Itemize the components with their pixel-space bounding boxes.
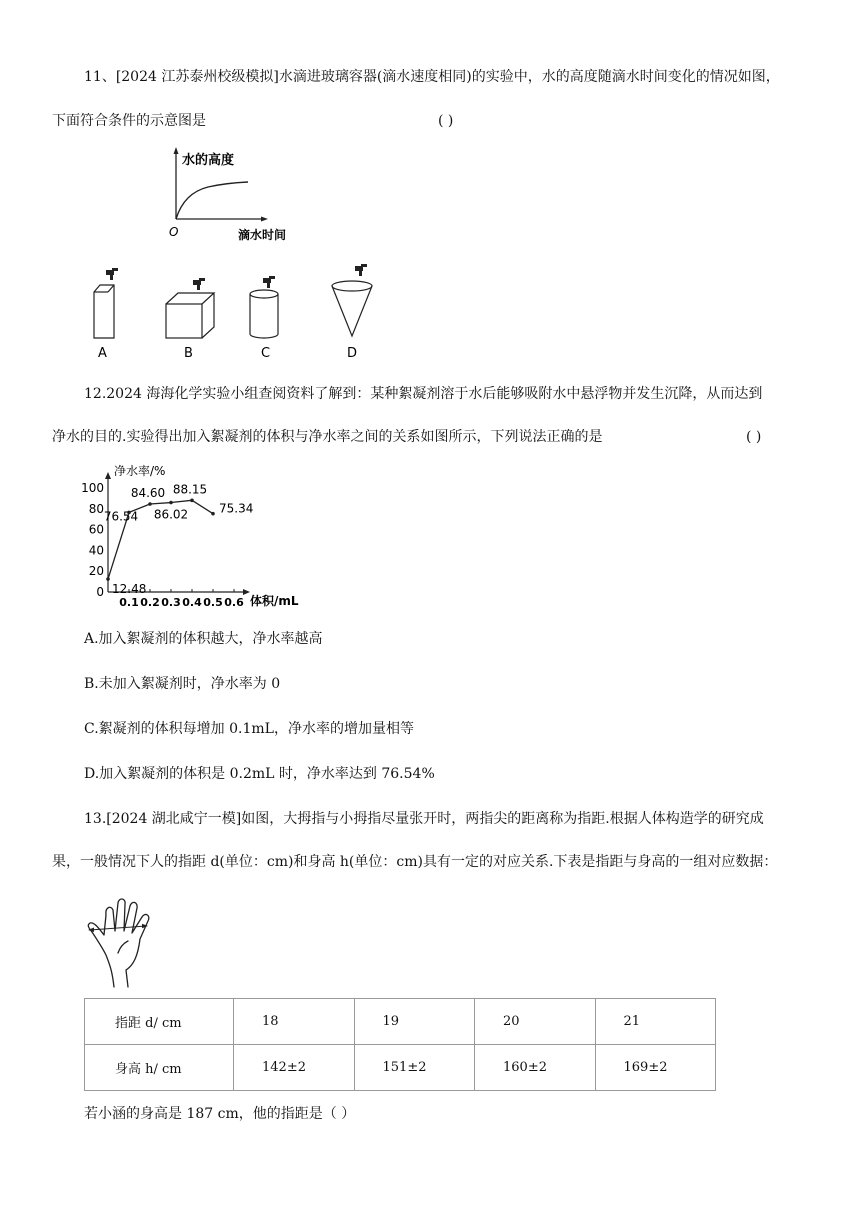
graph-ylabel: 水的高度 xyxy=(182,153,235,168)
chart-data-point xyxy=(148,502,152,506)
table-cell: 169±2 xyxy=(595,1045,716,1091)
chart-xtick-label: 0.5 xyxy=(203,596,223,609)
chart-data-label: 76.54 xyxy=(103,509,139,524)
option-b-container[interactable] xyxy=(166,293,214,338)
option-d-label: D xyxy=(347,346,358,361)
chart-data-point xyxy=(169,501,173,505)
q13-question: 若小涵的身高是 187 cm，他的指距是（ ） xyxy=(84,1106,356,1122)
q11-answer-paren: ( ) xyxy=(438,113,454,129)
table-row-header: 指距 d/ cm xyxy=(85,999,234,1045)
table-row-header: 身高 h/ cm xyxy=(85,1045,234,1091)
table-cell: 160±2 xyxy=(475,1045,596,1091)
chart-series-segment xyxy=(171,500,192,502)
faucet-icon xyxy=(263,276,275,288)
q12-option-d[interactable]: D.加入絮凝剂的体积是 0.2mL 时，净水率达到 76.54% xyxy=(84,766,435,782)
graph-xlabel: 滴水时间 xyxy=(238,228,287,242)
y-axis-arrow xyxy=(174,147,179,154)
chart-data-point xyxy=(211,512,215,516)
table-cell: 19 xyxy=(354,999,475,1045)
q11-graph xyxy=(160,145,287,245)
chart-data-point xyxy=(106,577,110,581)
chart-data-label: 84.60 xyxy=(130,486,166,501)
q11-text-line2: 下面符合条件的示意图是 xyxy=(52,113,206,129)
chart-data-label: 12.48 xyxy=(112,582,147,597)
chart-ytick-label: 40 xyxy=(88,543,104,558)
chart-xtick-label: 0.2 xyxy=(140,596,160,609)
option-c-container[interactable] xyxy=(250,290,278,338)
chart-xtick-label: 0.3 xyxy=(161,596,181,609)
faucet-icon xyxy=(193,278,205,290)
span-height-table xyxy=(84,998,716,1091)
option-a-label: A xyxy=(98,346,107,361)
chart-series-segment xyxy=(192,500,213,513)
chart-data-label: 88.15 xyxy=(172,482,208,497)
q12-option-b[interactable]: B.未加入絮凝剂时，净水率为 0 xyxy=(84,676,281,692)
chart-xtick-label: 0.1 xyxy=(119,596,139,609)
chart-xtick-label: 0.4 xyxy=(182,596,202,609)
q11-options xyxy=(80,262,400,362)
table-row xyxy=(85,999,716,1045)
chart-x-axis-arrow xyxy=(243,589,250,595)
chart-ytick-label: 60 xyxy=(88,522,104,537)
table-cell: 18 xyxy=(234,999,355,1045)
chart-ytick-label: 0 xyxy=(96,585,104,599)
table-row xyxy=(85,1045,716,1091)
q12-text-line2: 净水的目的.实验得出加入絮凝剂的体积与净水率之间的关系如图所示，下列说法正确的是 xyxy=(52,429,603,445)
q12-answer-paren: ( ) xyxy=(746,429,762,445)
chart-data-point xyxy=(190,499,194,503)
faucet-icon xyxy=(106,268,118,280)
q12-text-line1: 12.2024 海海化学实验小组查阅资料了解到：某种絮凝剂溶于水后能够吸附水中悬浮物并发生沉降，从而达到 xyxy=(84,386,763,402)
option-b-label: B xyxy=(184,346,193,361)
chart-xtick-label: 0.6 xyxy=(224,596,244,609)
option-c-label: C xyxy=(261,346,271,361)
table-cell: 21 xyxy=(595,999,716,1045)
q13-text-line1: 13.[2024 湖北咸宁一模]如图，大拇指与小拇指尽量张开时，两指尖的距离称为指距.根据人体构造学的研究成 xyxy=(84,811,764,827)
q12-option-a[interactable]: A.加入絮凝剂的体积越大，净水率越高 xyxy=(84,631,323,647)
q12-option-c[interactable]: C.絮凝剂的体积每增加 0.1mL，净水率的增加量相等 xyxy=(84,721,414,737)
table-cell: 142±2 xyxy=(234,1045,355,1091)
option-a-container[interactable] xyxy=(94,285,114,338)
chart-ytick-label: 80 xyxy=(88,501,104,516)
chart-xlabel: 体积/mL xyxy=(250,594,299,608)
chart-data-label: 86.02 xyxy=(153,507,189,522)
chart-ytick-label: 20 xyxy=(88,564,104,579)
q11-text-line1: 11、[2024 江苏泰州校级模拟]水滴进玻璃容器(滴水速度相同)的实验中，水的高度随滴水时间变化的情况如图， xyxy=(84,69,780,85)
faucet-icon xyxy=(355,264,367,276)
chart-series-segment xyxy=(150,503,171,504)
chart-ylabel: 净水率/% xyxy=(114,464,166,478)
q12-chart xyxy=(81,462,304,612)
chart-data-label: 75.34 xyxy=(219,501,254,516)
x-axis-arrow xyxy=(261,217,268,222)
table-cell: 151±2 xyxy=(354,1045,475,1091)
height-curve xyxy=(176,182,248,219)
q13-text-line2: 果，一般情况下人的指距 d(单位：cm)和身高 h(单位：cm)具有一定的对应关系.下表是指距与身高的一组对应数据： xyxy=(52,854,778,870)
table-cell: 20 xyxy=(475,999,596,1045)
chart-y-axis-arrow xyxy=(105,472,111,479)
chart-ytick-label: 100 xyxy=(81,481,104,495)
hand-illustration xyxy=(84,895,174,995)
option-d-container[interactable] xyxy=(332,281,372,336)
graph-origin: O xyxy=(169,225,179,239)
